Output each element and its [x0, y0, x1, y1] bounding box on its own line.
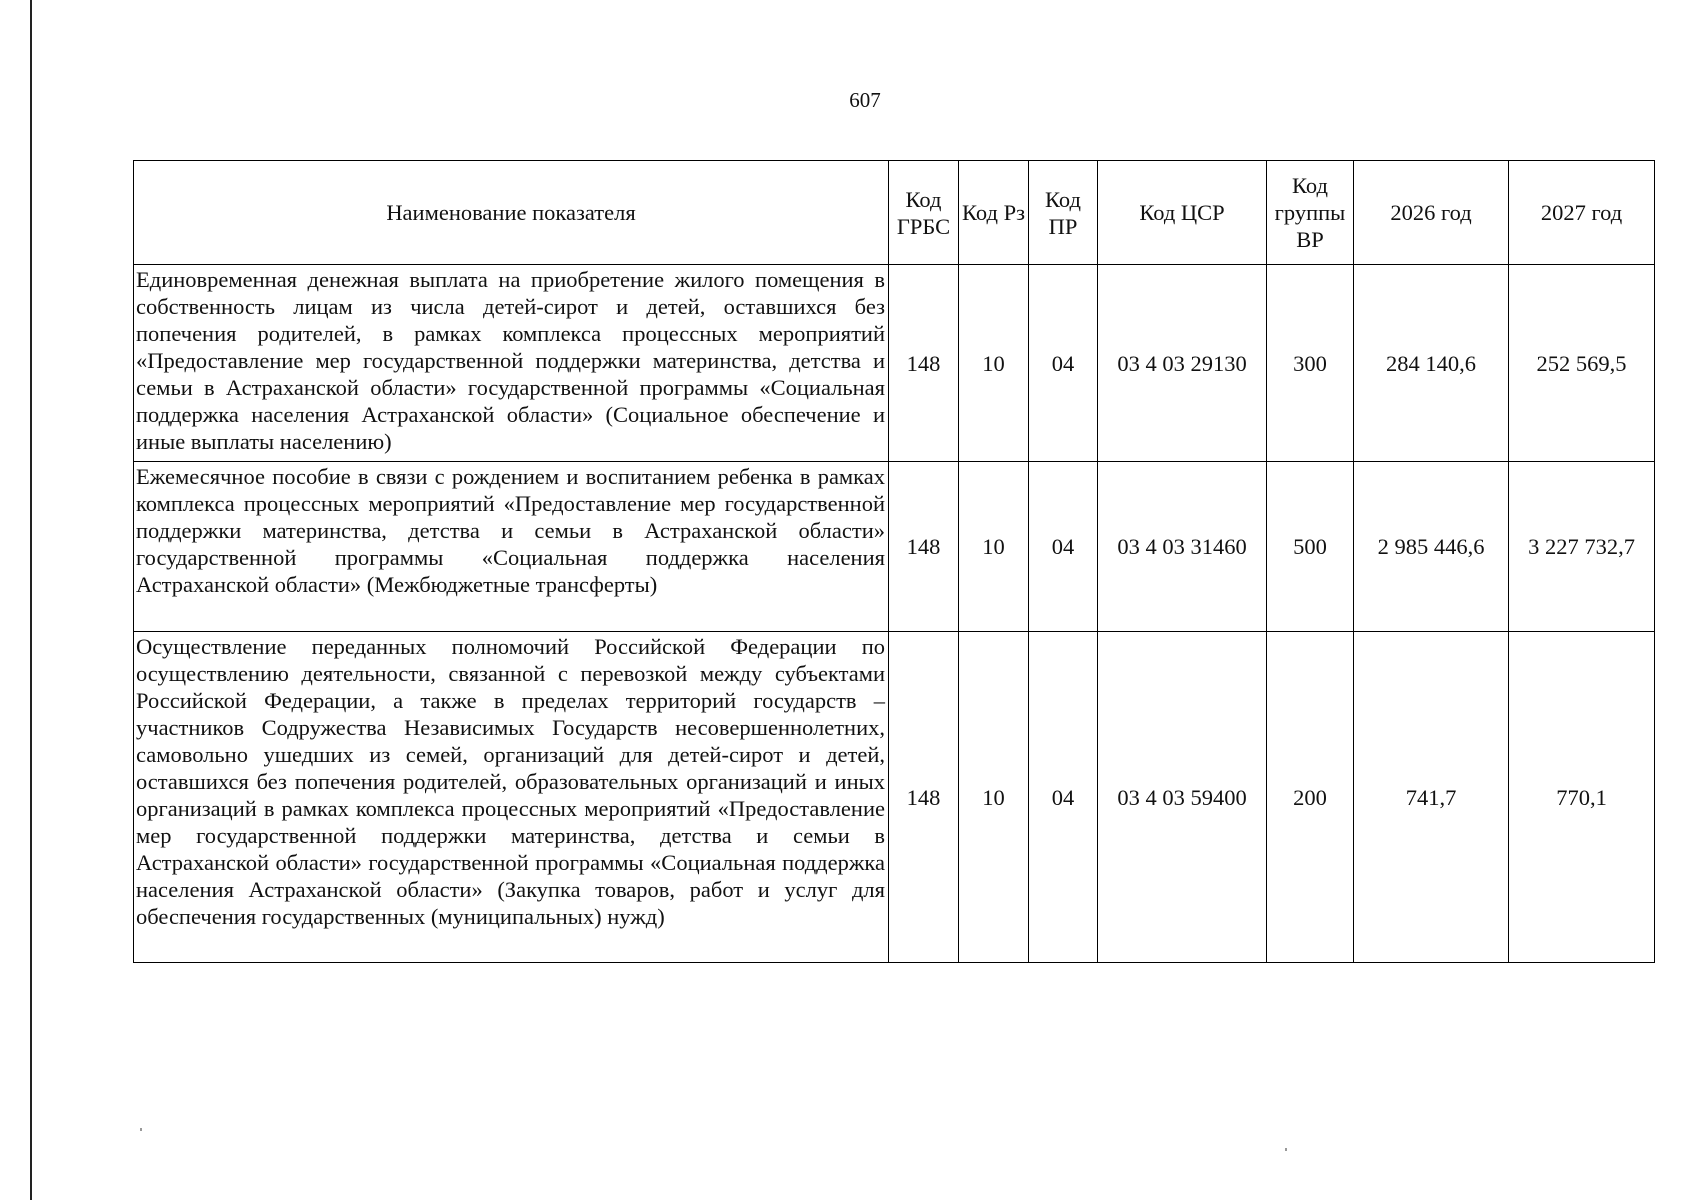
row-description: Осуществление переданных полномочий Российской Федерации по осуществлению деятельности, связанной с перевозкой между субъектами Российской Федерации, а также в пределах территорий государств – участников Содружества Независимых Государств несовершеннолетних, самовольно ушедших из семей, организаций для детей-сирот и детей, оставшихся без попечения родителей, образовательных организаций и иных организаций в рамках комплекса процессных мероприятий «Предоставление мер государственной поддержки материнства, детства и семьи в Астраханской области» государственной программы «Социальная поддержка населения Астраханской области» (Закупка товаров, работ и услуг для обеспечения государственных (муниципальных) нужд)	[134, 632, 889, 963]
row-grbs: 148	[889, 632, 959, 963]
row-description: Единовременная денежная выплата на приобретение жилого помещения в собственность лицам из числа детей-сирот и детей, оставшихся без попечения родителей, в рамках комплекса процессных мероприятий «Предоставление мер государственной поддержки материнства, детства и семьи в Астраханской области» государственной программы «Социальная поддержка населения Астраханской области» (Социальное обеспечение и иные выплаты населению)	[134, 265, 889, 462]
row-csr: 03 4 03 31460	[1098, 462, 1267, 632]
row-2026: 2 985 446,6	[1354, 462, 1509, 632]
header-row	[134, 161, 1655, 265]
table-row	[134, 462, 1655, 632]
row-csr: 03 4 03 59400	[1098, 632, 1267, 963]
row-rz: 10	[959, 265, 1029, 462]
table-row	[134, 265, 1655, 462]
row-pr: 04	[1029, 632, 1098, 963]
row-pr: 04	[1029, 462, 1098, 632]
row-vr: 200	[1267, 632, 1354, 963]
row-2027: 252 569,5	[1509, 265, 1655, 462]
row-rz: 10	[959, 632, 1029, 963]
header-pr: Код ПР	[1029, 161, 1098, 265]
row-description: Ежемесячное пособие в связи с рождением и воспитанием ребенка в рамках комплекса процессных мероприятий «Предоставление мер государственной поддержки материнства, детства и семьи в Астраханской области» государственной программы «Социальная поддержка населения Астраханской области» (Межбюджетные трансферты)	[134, 462, 889, 632]
row-rz: 10	[959, 462, 1029, 632]
scan-speck	[140, 1128, 142, 1131]
scan-edge-line	[30, 0, 32, 1200]
row-2026: 741,7	[1354, 632, 1509, 963]
header-grbs: Код ГРБС	[889, 161, 959, 265]
row-grbs: 148	[889, 265, 959, 462]
page-number: 607	[849, 88, 881, 112]
header-name: Наименование показателя	[134, 161, 889, 265]
row-vr: 300	[1267, 265, 1354, 462]
row-2027: 3 227 732,7	[1509, 462, 1655, 632]
row-vr: 500	[1267, 462, 1354, 632]
header-rz: Код Рз	[959, 161, 1029, 265]
header-2027: 2027 год	[1509, 161, 1655, 265]
row-csr: 03 4 03 29130	[1098, 265, 1267, 462]
scan-speck	[1285, 1148, 1287, 1151]
row-2027: 770,1	[1509, 632, 1655, 963]
row-pr: 04	[1029, 265, 1098, 462]
header-csr: Код ЦСР	[1098, 161, 1267, 265]
budget-table	[133, 160, 1655, 963]
row-grbs: 148	[889, 462, 959, 632]
header-2026: 2026 год	[1354, 161, 1509, 265]
table-row	[134, 632, 1655, 963]
row-2026: 284 140,6	[1354, 265, 1509, 462]
header-vr: Код группы ВР	[1267, 161, 1354, 265]
